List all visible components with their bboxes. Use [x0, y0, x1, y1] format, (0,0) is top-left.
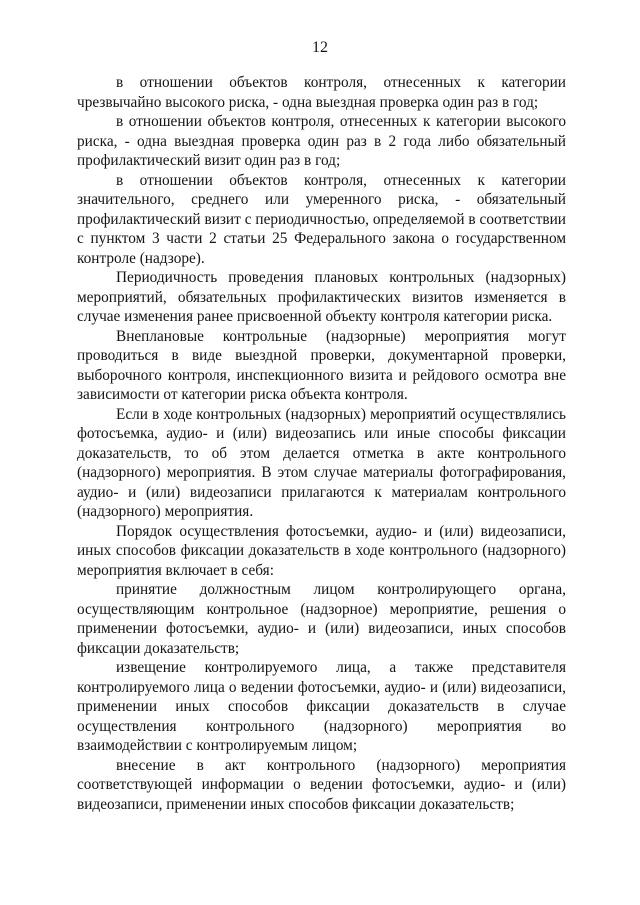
paragraph-moderate-risk: в отношении объектов контроля, отнесенных к категории значительного, среднего или умеренного риска, - обязательный профилактический визит с периодичностью, определяемой в соответствии с пунктом 3 части 2 статьи 25 Федерального закона о государственном контроле (надзоре).: [77, 171, 566, 267]
document-body: [77, 73, 566, 814]
paragraph-decision: принятие должностным лицом контролирующего органа, осуществляющим контрольное (надзорное) мероприятие, решения о применении фотосъемки, аудио- и (или) видеозаписи, иных способов фиксации доказательств;: [77, 581, 566, 657]
paragraph-recording-procedure: Порядок осуществления фотосъемки, аудио- и (или) видеозаписи, иных способов фиксации доказательств в ходе контрольного (надзорного) мероприятия включает в себя:: [77, 522, 566, 579]
paragraph-periodicity: Периодичность проведения плановых контрольных (надзорных) мероприятий, обязательных профилактических визитов изменяется в случае изменения ранее присвоенной объекту контроля категории риска.: [77, 269, 566, 325]
paragraph-extreme-risk: в отношении объектов контроля, отнесенных к категории чрезвычайно высокого риска, - одна выездная проверка один раз в год;: [77, 74, 566, 111]
page-number: 12: [312, 39, 328, 56]
paragraph-evidence-recording: Если в ходе контрольных (надзорных) мероприятий осуществлялись фотосъемка, аудио- и (или) видеозапись или иные способы фиксации доказательств, то об этом делается отметка в акте контрольного (надзорного) мероприятия. В этом случае материалы фотографирования, аудио- и (или) видеозаписи прилагаются к материалам контрольного (надзорного) мероприятия.: [77, 405, 566, 520]
paragraph-unscheduled-events: Внеплановые контрольные (надзорные) мероприятия могут проводиться в виде выездной проверки, документарной проверки, выборочного контроля, инспекционного визита и рейдового осмотра вне зависимости от категории риска объекта контроля.: [77, 327, 566, 403]
paragraph-act-entry: внесение в акт контрольного (надзорного) мероприятия соответствующей информации о ведении фотосъемки, аудио- и (или) видеозаписи, применении иных способов фиксации доказательств;: [77, 756, 566, 813]
paragraph-notification: извещение контролируемого лица, а также представителя контролируемого лица о ведении фотосъемки, аудио- и (или) видеозаписи, применении иных способов фиксации доказательств в случае осуществления контрольного (надзорного) мероприятия во взаимодействии с контролируемым лицом;: [77, 659, 566, 754]
paragraph-high-risk: в отношении объектов контроля, отнесенных к категории высокого риска, - одна выездная проверка один раз в 2 года либо обязательный профилактический визит один раз в год;: [77, 113, 566, 169]
